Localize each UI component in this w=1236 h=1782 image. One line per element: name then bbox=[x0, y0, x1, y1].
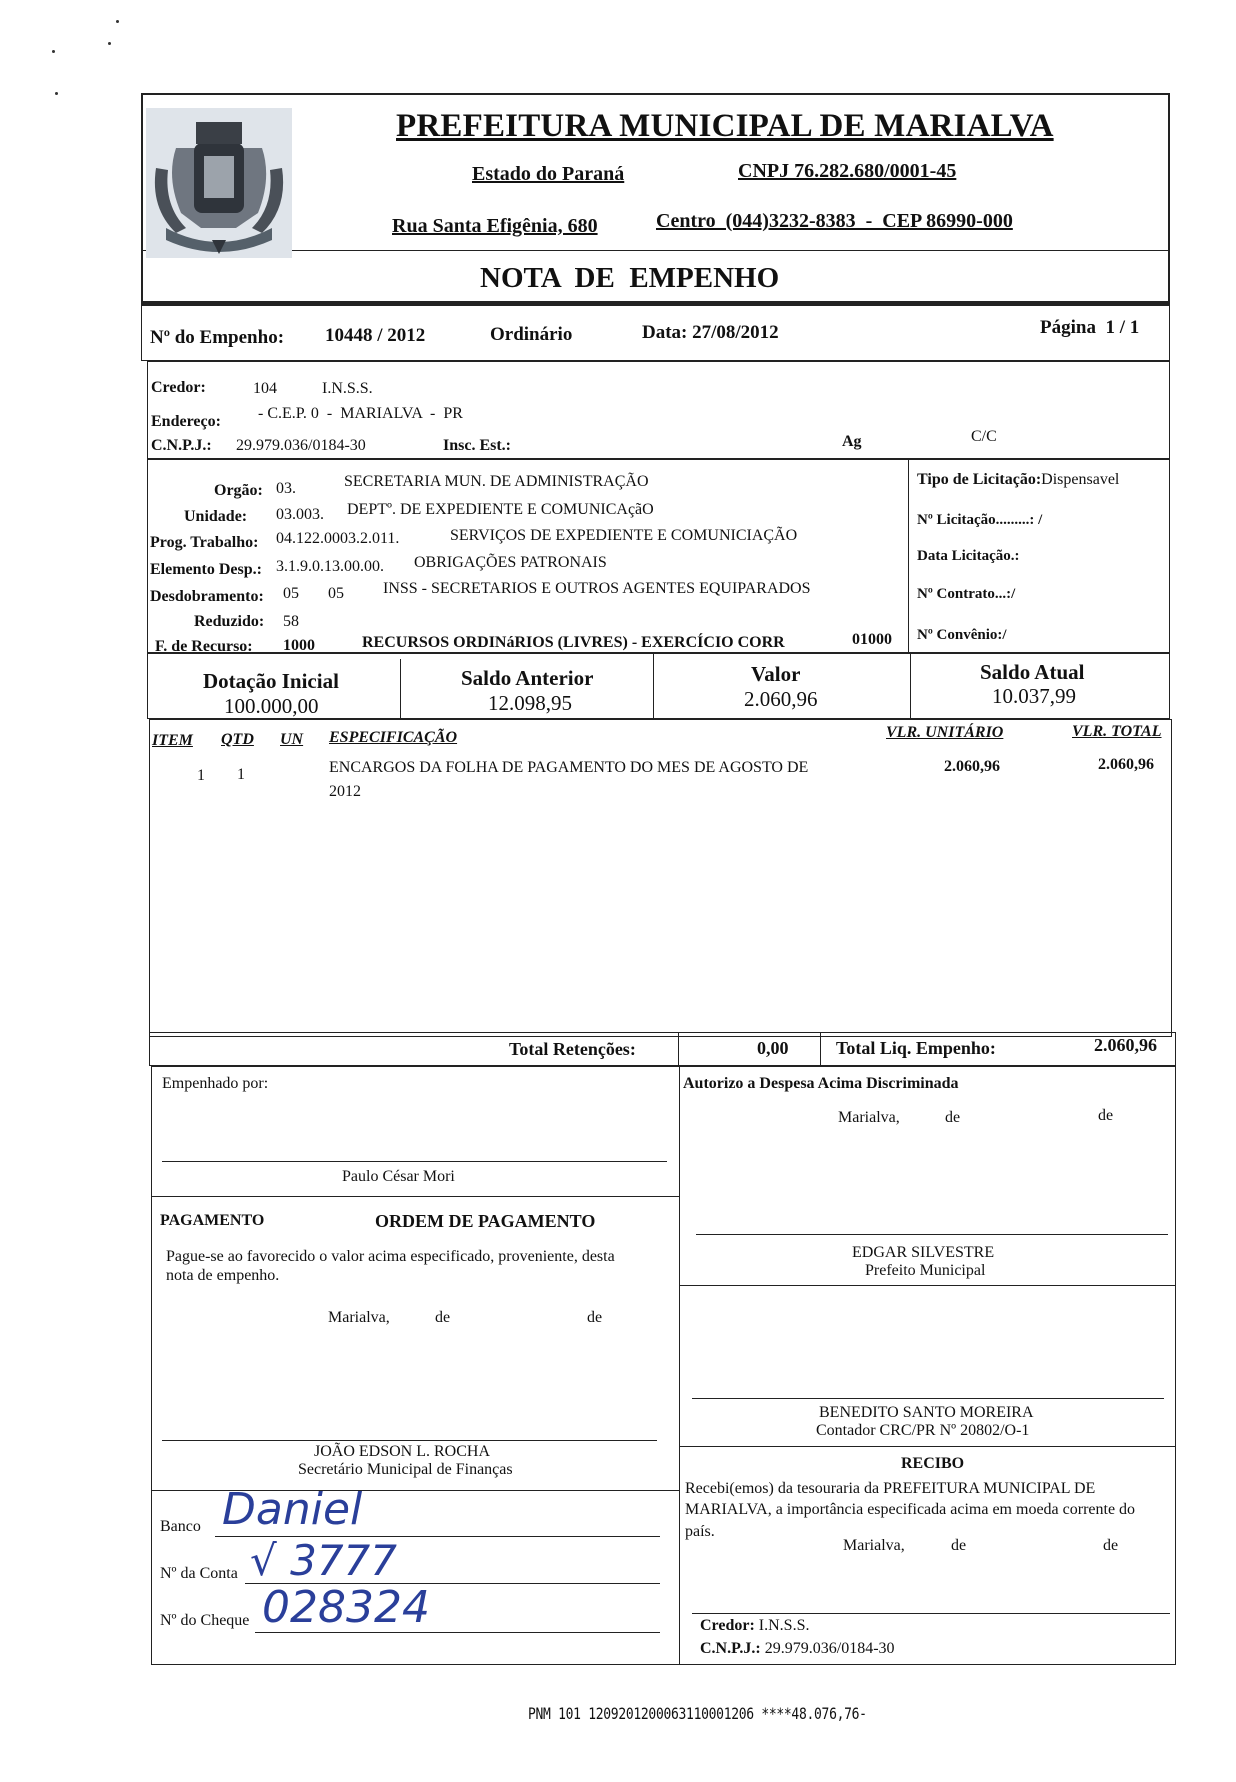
autorizo-place: Marialva, bbox=[838, 1109, 900, 1126]
scan-speck bbox=[52, 50, 55, 53]
licitacao-type-value: Dispensavel bbox=[1041, 471, 1120, 488]
recibo-title: RECIBO bbox=[901, 1455, 965, 1472]
elemento-code: 3.1.9.0.13.00.00. bbox=[276, 558, 384, 575]
scan-speck bbox=[108, 42, 111, 45]
page-number: Página 1 / 1 bbox=[1040, 317, 1140, 338]
pagamento-de-2: de bbox=[587, 1309, 603, 1326]
col-un-header: UN bbox=[280, 731, 304, 748]
col-unit-header: VLR. UNITÁRIO bbox=[886, 724, 1004, 741]
item-number: 1 bbox=[197, 767, 205, 784]
recibo-credor-label: Credor: bbox=[700, 1617, 755, 1634]
recibo-cnpj bbox=[700, 1640, 895, 1658]
divider bbox=[679, 1285, 1176, 1286]
recurso-code: 1000 bbox=[283, 637, 315, 654]
dotacao-label: Dotação Inicial bbox=[203, 669, 339, 693]
empenhado-label: Empenhado por: bbox=[162, 1075, 269, 1092]
doc-title: NOTA DE EMPENHO bbox=[480, 262, 780, 294]
empenho-number: 10448 / 2012 bbox=[325, 325, 426, 346]
recibo-credor-value: I.N.S.S. bbox=[758, 1617, 810, 1634]
divider bbox=[679, 1066, 680, 1665]
item-spec: ENCARGOS DA FOLHA DE PAGAMENTO DO MES DE AGOSTO DE bbox=[329, 759, 809, 776]
empenhado-name: Paulo César Mori bbox=[342, 1168, 455, 1185]
item-spec-cont: 2012 bbox=[329, 783, 361, 800]
conta-handwriting: √ 3777 bbox=[250, 1536, 397, 1585]
recibo-text-cont: MARIALVA, a importância especificada acima em moeda corrente do bbox=[685, 1501, 1136, 1518]
totals-box bbox=[149, 1032, 1176, 1066]
desdobramento-label: Desdobramento: bbox=[150, 588, 264, 605]
credor-cnpj: 29.979.036/0184-30 bbox=[236, 437, 366, 454]
prog-label: Prog. Trabalho: bbox=[150, 534, 259, 551]
divider bbox=[910, 653, 911, 719]
divider bbox=[908, 459, 909, 653]
footer-code: PNM 101 1209201200063110001206 ****48.076,76- bbox=[528, 1705, 867, 1724]
reduzido-label: Reduzido: bbox=[194, 613, 265, 630]
retencoes-value: 0,00 bbox=[757, 1038, 789, 1058]
secretario-title: Secretário Municipal de Finanças bbox=[298, 1461, 513, 1478]
ordem-pagamento-title: ORDEM DE PAGAMENTO bbox=[375, 1211, 596, 1231]
divider bbox=[653, 653, 654, 719]
header-cnpj: CNPJ 76.282.680/0001-45 bbox=[738, 160, 957, 182]
signature-line bbox=[696, 1234, 1168, 1235]
prog-desc: SERVIÇOS DE EXPEDIENTE E COMUNICIAÇÃO bbox=[450, 527, 798, 544]
elemento-desc: OBRIGAÇÕES PATRONAIS bbox=[414, 554, 607, 571]
signature-line bbox=[162, 1161, 667, 1162]
contador-title: Contador CRC/PR Nº 20802/O-1 bbox=[816, 1422, 1030, 1439]
recibo-cnpj-value: 29.979.036/0184-30 bbox=[764, 1640, 895, 1657]
orgao-code: 03. bbox=[276, 480, 296, 497]
desdobramento-code-2: 05 bbox=[328, 585, 344, 602]
recibo-place: Marialva, bbox=[843, 1537, 905, 1554]
desdobramento-desc: INSS - SECRETARIOS E OUTROS AGENTES EQUIPARADOS bbox=[383, 580, 811, 597]
dotacao-value: 100.000,00 bbox=[224, 694, 319, 718]
pagamento-label: PAGAMENTO bbox=[160, 1212, 265, 1229]
pagamento-place: Marialva, bbox=[328, 1309, 390, 1326]
prefeito-name: EDGAR SILVESTRE bbox=[852, 1244, 995, 1261]
unidade-label: Unidade: bbox=[184, 508, 248, 525]
street-address: Rua Santa Efigênia, 680 bbox=[392, 215, 598, 237]
col-item-header: ITEM bbox=[152, 732, 193, 749]
divider bbox=[679, 1446, 1176, 1447]
reduzido-value: 58 bbox=[283, 613, 299, 630]
recurso-label: F. de Recurso: bbox=[155, 638, 253, 655]
recurso-desc: RECURSOS ORDINáRIOS (LIVRES) - EXERCÍCIO CORR bbox=[362, 634, 785, 651]
autorizo-label: Autorizo a Despesa Acima Discriminada bbox=[683, 1075, 959, 1092]
saldo-anterior-label: Saldo Anterior bbox=[461, 666, 594, 690]
agency-label: Ag bbox=[842, 433, 862, 450]
recibo-de-2: de bbox=[1103, 1537, 1119, 1554]
cheque-label: Nº do Cheque bbox=[160, 1612, 250, 1629]
conta-label: Nº da Conta bbox=[160, 1565, 238, 1582]
autorizo-de-1: de bbox=[945, 1109, 961, 1126]
pagamento-text-cont: nota de empenho. bbox=[166, 1267, 280, 1284]
contrato-number: Nº Contrato...:/ bbox=[917, 586, 1016, 602]
banco-handwriting: Daniel bbox=[222, 1484, 363, 1535]
banco-label: Banco bbox=[160, 1518, 201, 1535]
recibo-cnpj-label: C.N.P.J.: bbox=[700, 1640, 761, 1657]
divider bbox=[400, 659, 401, 719]
unidade-desc: DEPTº. DE EXPEDIENTE E COMUNICAçãO bbox=[347, 501, 654, 518]
licitacao-date: Data Licitação.: bbox=[917, 548, 1020, 564]
divider bbox=[151, 1196, 679, 1197]
liq-empenho-label: Total Liq. Empenho: bbox=[836, 1038, 996, 1058]
retencoes-label: Total Retenções: bbox=[509, 1039, 636, 1059]
empenho-date: Data: 27/08/2012 bbox=[642, 322, 779, 343]
prog-code: 04.122.0003.2.011. bbox=[276, 530, 400, 547]
credor-label: Credor: bbox=[151, 379, 206, 396]
credor-name: I.N.S.S. bbox=[322, 380, 373, 397]
account-label: C/C bbox=[971, 428, 997, 445]
orgao-label: Orgão: bbox=[214, 482, 263, 499]
pagamento-text: Pague-se ao favorecido o valor acima especificado, proveniente, desta bbox=[166, 1248, 615, 1265]
scan-speck bbox=[55, 92, 58, 95]
divider bbox=[678, 1032, 679, 1066]
col-total-header: VLR. TOTAL bbox=[1072, 723, 1162, 740]
col-qtd-header: QTD bbox=[221, 731, 254, 748]
secretario-name: JOÃO EDSON L. ROCHA bbox=[314, 1443, 491, 1460]
endereco-value: - C.E.P. 0 - MARIALVA - PR bbox=[258, 405, 463, 422]
col-spec-header: ESPECIFICAÇÃO bbox=[329, 729, 458, 746]
licitacao-number: Nº Licitação.........: / bbox=[917, 512, 1043, 528]
prefeito-title: Prefeito Municipal bbox=[865, 1262, 986, 1279]
cheque-handwriting: 028324 bbox=[262, 1582, 430, 1633]
valor-label: Valor bbox=[751, 662, 801, 686]
item-total-value: 2.060,96 bbox=[1098, 756, 1154, 773]
signature-line bbox=[692, 1613, 1170, 1614]
recurso-number: 01000 bbox=[852, 631, 892, 648]
endereco-label: Endereço: bbox=[151, 413, 221, 430]
divider bbox=[141, 250, 1170, 251]
state-label: Estado do Paraná bbox=[472, 163, 625, 185]
address-contact: Centro (044)3232-8383 - CEP 86990-000 bbox=[656, 210, 1013, 232]
licitacao-type bbox=[917, 471, 1119, 489]
licitacao-type-label: Tipo de Licitação: bbox=[917, 471, 1042, 488]
pagamento-de-1: de bbox=[435, 1309, 451, 1326]
signature-line bbox=[162, 1440, 657, 1441]
unidade-code: 03.003. bbox=[276, 506, 324, 523]
saldo-atual-label: Saldo Atual bbox=[980, 660, 1085, 684]
divider bbox=[820, 1032, 821, 1066]
insc-est-label: Insc. Est.: bbox=[443, 437, 512, 454]
empenho-type: Ordinário bbox=[490, 324, 573, 345]
valor-value: 2.060,96 bbox=[744, 687, 818, 711]
scan-speck bbox=[116, 20, 119, 23]
saldo-anterior-value: 12.098,95 bbox=[488, 691, 572, 715]
item-unit-value: 2.060,96 bbox=[944, 758, 1000, 775]
signature-line bbox=[692, 1398, 1164, 1399]
elemento-label: Elemento Desp.: bbox=[150, 561, 262, 578]
municipal-crest-icon bbox=[146, 108, 292, 258]
credor-code: 104 bbox=[253, 380, 277, 397]
recibo-text: Recebi(emos) da tesouraria da PREFEITURA MUNICIPAL DE bbox=[685, 1480, 1096, 1497]
orgao-desc: SECRETARIA MUN. DE ADMINISTRAÇÃO bbox=[344, 473, 649, 490]
item-qtd: 1 bbox=[237, 766, 245, 783]
page-title: PREFEITURA MUNICIPAL DE MARIALVA bbox=[396, 108, 1054, 144]
autorizo-de-2: de bbox=[1098, 1107, 1114, 1124]
saldo-atual-value: 10.037,99 bbox=[992, 684, 1076, 708]
cnpj-label: C.N.P.J.: bbox=[151, 437, 212, 454]
liq-empenho-value: 2.060,96 bbox=[1094, 1035, 1157, 1055]
empenho-label: Nº do Empenho: bbox=[150, 327, 285, 348]
contador-name: BENEDITO SANTO MOREIRA bbox=[819, 1404, 1034, 1421]
recibo-de-1: de bbox=[951, 1537, 967, 1554]
desdobramento-code-1: 05 bbox=[283, 585, 299, 602]
convenio-number: Nº Convênio:/ bbox=[917, 627, 1007, 643]
recibo-credor bbox=[700, 1617, 809, 1635]
recibo-text-end: país. bbox=[685, 1523, 715, 1540]
